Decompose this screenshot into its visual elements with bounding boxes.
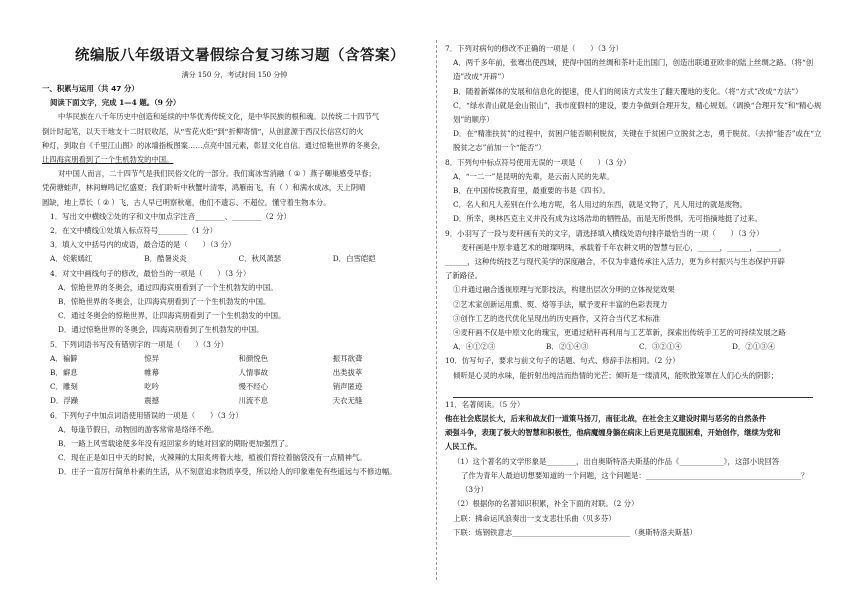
- passage-line: 顽强斗争，表现了极大的智慧和积极性，他病魔缠身躺在病床上后更是克服困难，开始创作，继续为党和: [445, 428, 781, 438]
- q9-item: ①并通过融合透视原理与光影技法，构建出层次分明的立体视觉效果: [453, 285, 675, 295]
- left-column: [42, 82, 427, 480]
- passage-line-underlined: 让四海宾朋看到了一个生机勃发的中国。: [42, 155, 174, 165]
- word: 帷幕: [144, 368, 160, 378]
- word: 销声匿迹: [332, 382, 363, 392]
- question-6: 6．下列句子中加点词语使用错误的一项是（ ）（3 分）: [50, 410, 243, 420]
- page-title: 统编版八年级语文暑假综合复习练习题（含答案）: [75, 48, 405, 64]
- column-divider: [436, 40, 438, 580]
- reading-passage: [42, 110, 427, 209]
- question-8: 8．下列句中标点符号使用无误的一项是（ ）（3 分）: [445, 157, 631, 167]
- question-5: 5．下列词语书写没有错别字的一项是（ ）（3 分）: [50, 339, 229, 349]
- passage-line: 种灯，到取自《千里江山图》的冰墙指板图案……点亮中国元素，彰显文化自信。通过惊艳世界的冬奥会，: [42, 140, 385, 150]
- option-b[interactable]: B．在中国传统教育里，最重要的书是《四书》。: [453, 186, 610, 196]
- option-c[interactable]: [42, 380, 427, 394]
- q11-passage: [445, 412, 825, 455]
- option-b[interactable]: [42, 366, 427, 380]
- q9-text-line: 麦秆画是中原非遗艺术的璀璨明珠，承载着千年农耕文明的智慧与匠心，______，______，______，: [461, 242, 787, 252]
- option-d[interactable]: D．白雪皑皑: [332, 254, 376, 264]
- question-1: 1．写出文中横线②处的字和文中加点字注音________、________（2 分）: [50, 211, 291, 221]
- word: A．褊僻: [50, 353, 78, 363]
- option-a[interactable]: A．两千多年前，张骞出使西域，使得中国的丝绸和茶叶走出国门，创造出联通亚欧非的陆上丝绸之路。（将“创造”改成“开辟”）: [453, 58, 814, 82]
- passage-line: 他在社会底层长大，后来和战友们一道策马扬刀，南征北战，在社会主义建设时期与恶劣的自然条件: [445, 414, 767, 424]
- word: 慢不经心: [238, 382, 269, 392]
- option-c[interactable]: C．③②①④: [639, 342, 682, 352]
- passage-line: 倒计时起笔，以天干地支十二时辰收尾，从“雪花火炬”到“折柳寄情”，从创意源于西汉长信宫灯的火: [42, 126, 364, 136]
- option-b[interactable]: B．②①④③: [546, 342, 589, 352]
- option-b[interactable]: B．一路上风雪载途使多年没有返回家乡的她对回家的期盼更加强烈了。: [58, 439, 293, 449]
- option-d[interactable]: D．所幸，奥林匹克主义并没有成为这场浩劫的牺牲品，而是无所畏惧，无可指摘地挺了过来。: [453, 214, 762, 224]
- q9-item: ②艺术家创新运用熏、熨、烙等手法，赋予麦秆丰富的色彩表现力: [453, 299, 668, 309]
- word: 振耳欲聋: [332, 353, 363, 363]
- reading-instruction: 阅读下面文字，完成 1—4 题。（9 分）: [50, 98, 181, 108]
- couplet-lower: 下联：炼钢铁意志________________________________（奥斯特洛夫斯基）: [453, 527, 697, 537]
- q9-item: ④麦秆画不仅是中原文化的瑰宝，更通过秸秆再利用与工艺革新，探索出传统手工艺的可持续发展之路: [453, 328, 786, 338]
- answer-line[interactable]: [453, 383, 813, 398]
- option-b[interactable]: B．随着新媒体的发展和信息化的提速，使人们的阅读方式发生了翻天覆地的变化。（将“方式”改成“方法”）: [453, 86, 803, 96]
- word: 和颜悦色: [238, 353, 269, 363]
- q11-sub1-score: （3分）: [461, 485, 488, 495]
- passage-line: 对中国人而言，二十四节气是我们民俗文化的一部分。我们寓冰雪消融（ ① ）燕子啣巢感受早春；: [58, 169, 376, 179]
- option-a[interactable]: [42, 352, 427, 366]
- option-a[interactable]: A．惊艳世界的冬奥会，通过四海宾朋看到了一个生机勃发的中国。: [58, 282, 278, 292]
- option-b[interactable]: B．惊艳世界的冬奥会，让四海宾朋看到了一个生机勃发的中国。: [58, 297, 271, 307]
- question-9: 9．小羽写了一段与麦秆画有关的文字，请选择填入横线处语句排序最恰当的一项（ ）（3 分）: [445, 228, 764, 238]
- passage-line: 圆缺，地上草长（ ② ）飞，古人早已明察秋毫，他们不遗忘、不超位，懂守着生物本分。: [42, 197, 331, 207]
- option-a[interactable]: A．姹紫嫣红: [50, 254, 93, 264]
- option-a[interactable]: A．每逢节假日，动物园的游客常常是络绎不绝。: [58, 424, 219, 434]
- passage-line: 凭荷塘蛙声，林间蝉鸣记忆盛夏；我们聆听中秋蟹叶清零，鸿雁南飞，有（ ）和满水成冰，天上阴晴: [42, 183, 366, 193]
- question-3: 3．填入文中括号内的成语，最合适的是（ ）（3 分）: [50, 240, 236, 250]
- passage-line: 人民工作。: [445, 442, 482, 452]
- word: 人情事故: [238, 368, 269, 378]
- question-11: 11．名著阅读。（5 分）: [445, 399, 525, 409]
- option-d[interactable]: [42, 394, 427, 408]
- q9-text-line: 了新路径。: [445, 271, 482, 281]
- q10-prompt: 倾听是心灵的水味，能折射出纯洁而热情的光芒；倾听是一缕清风，能吹散笼罩在人们心头的阴影；: [453, 370, 779, 380]
- option-d[interactable]: D．在“精准扶贫”的过程中，贫困户能否顺利脱贫，关键在于贫困户立脱贫之志，勇于脱贫。（去掉“能否”或在“立脱贫之志”前加一个“能否”）: [453, 129, 822, 153]
- word: 出类拔萃: [332, 368, 363, 378]
- word: B．癖息: [50, 368, 78, 378]
- option-d[interactable]: D．②①③④: [732, 342, 775, 352]
- page-subtitle: 满分 150 分，考试时间 150 分钟: [181, 71, 288, 79]
- question-4: 4．对文中画线句子的修改，最恰当的一项是（ ）（3 分）: [50, 268, 251, 278]
- question-3-options: [42, 252, 427, 266]
- option-c[interactable]: C．名人和凡人差别在什么地方呢，名人用过的东西，就是文物了，凡人用过的就是废物。: [453, 200, 747, 210]
- question-7: 7．下列对病句的修改不正确的一项是（ ）（3 分）: [445, 44, 624, 53]
- option-c[interactable]: C．通过冬奥会的惊艳世界，让四海宾朋看到了一个生机勃发的中国。: [58, 311, 286, 321]
- option-c[interactable]: C．“绿水青山就是金山银山”，我市度假村的建设，要力争做到合理开发，精心规划。（调换“合理开发”和“精心规划”的顺序）: [453, 100, 822, 125]
- passage-line: 中华民族在八千年历史中创造和延续的中华优秀传统文化，是中华民族的根和魂。以传统二十四节气: [58, 112, 380, 122]
- q11-sub2: （2）根据你的名著知识积累，补全下面的对联。（2 分）: [453, 499, 639, 509]
- question-2: 2．在文中横线①处填入标点符号________（1 分）: [50, 226, 217, 236]
- word: 天衣无缝: [332, 396, 363, 406]
- section-heading: 一、积累与运用（共 47 分）: [42, 84, 139, 93]
- word: C．雕刻: [50, 382, 78, 392]
- option-c[interactable]: C．秋风萧瑟: [238, 254, 282, 264]
- option-a[interactable]: A．④①②③: [453, 342, 496, 352]
- option-c[interactable]: C．现在正是如日中天的时候，火辣辣的太阳炙烤着大地，植被们背拉着脑袋没有一点精神气。: [58, 453, 367, 463]
- q9-item: ③创作工艺的迭代优化呈现出的历史画作，又符合当代艺术标准: [453, 313, 660, 323]
- word: 川流不息: [238, 396, 269, 406]
- word: 吃吟: [144, 382, 160, 392]
- right-column: [445, 42, 825, 540]
- option-d[interactable]: D．庄子一直厉行简单朴素的生活，从不刻意追求物质享受，所以给人的印象难免有些遥远与不修边幅。: [58, 467, 397, 477]
- option-d[interactable]: D．通过惊艳世界的冬奥会，四海宾朋看到了生机勃发的中国。: [58, 325, 264, 335]
- q9-text-line: ______，这种传统技艺与现代美学的深度融合，不仅为非遗传承注入活力，更为乡村振兴与生态保护开辟: [445, 257, 785, 267]
- option-a[interactable]: A．“一二一”是昆明的先辈，是云南人民的先辈。: [453, 171, 614, 181]
- q11-sub1: （1）这个著名的文学形象是________，出自奥斯特洛夫斯基的作品《____________》，这部小说回答: [453, 456, 780, 466]
- word: 惊异: [144, 353, 160, 363]
- word: 震撼: [144, 396, 160, 406]
- q11-sub1-cont: 了作为青年人最迫切想要知道的一个问题，这个问题是：__________________________________________？: [461, 470, 809, 480]
- couplet-upper: 上联：拂命运风浪奏出一支支悲壮乐曲（贝多芬）: [453, 513, 616, 523]
- question-9-options: [445, 340, 825, 354]
- question-10: 10．仿写句子，要求与前文句子的话题、句式、修辞手法相同。（2 分）: [445, 356, 680, 366]
- word: D．浮躁: [50, 396, 79, 406]
- option-b[interactable]: B．酷暑炎炎: [144, 254, 187, 264]
